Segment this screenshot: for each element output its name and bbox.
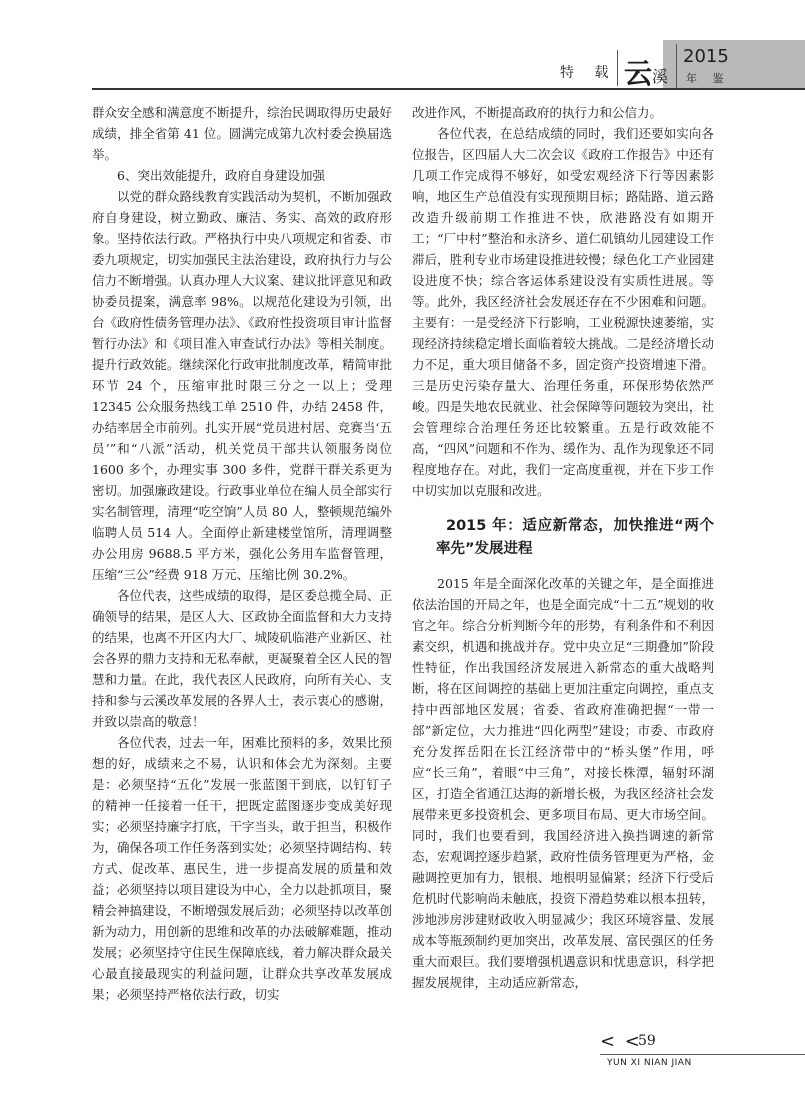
- footer-journal-name: YUN XI NIAN JIAN: [607, 1058, 692, 1068]
- paragraph: 各位代表，过去一年，困难比预料的多，效果比预想的好，成绩来之不易，认识和体会尤为深刻。主要是：必须坚持“五化”发展一张蓝图干到底，以钉钉子的精神一任接着一任干，把既定蓝图逐步变成美好现实；必须坚持廉字打底，干字当头，敢于担当，积极作为，确保各项工作任务落到实处；必须坚持调结构、转方式、促改革、惠民生，进一步提高发展的质量和效益；必须坚持以项目建设为中心，全力以赴抓项目，聚精会神搞建设，不断增强发展后劲；必须坚持以改革创新为动力，用创新的思维和改革的办法破解难题，推动发展；必须坚持守住民生保障底线，着力解决群众最关心最直接最现实的利益问题，让群众共享改革发展成果；必须坚持严格依法行政，切实: [92, 735, 393, 1002]
- header-divider-2: [676, 44, 677, 88]
- footer-arrows: < <: [600, 1031, 642, 1052]
- footer-rule: [600, 1054, 805, 1055]
- header-logo-main: 云: [624, 57, 653, 90]
- header-logo-sub: 溪: [652, 67, 669, 86]
- header-year-sub: 年 鉴: [686, 72, 730, 85]
- page-number: 59: [638, 1033, 656, 1049]
- paragraph: 群众安全感和满意度不断提升，综治民调取得历史最好成绩，排全省第 41 位。圆满完成第九次村委会换届选举。: [92, 105, 393, 162]
- subsection-heading: 6、突出效能提升，政府自身建设加强: [117, 168, 325, 183]
- paragraph: 各位代表，在总结成绩的同时，我们还要如实向各位报告，区四届人大二次会议《政府工作报告》中还有几项工作完成得不够好，如受宏观经济下行等因素影响，地区生产总值没有实现预期目标；路陆路、道云路改造升级前期工作推进不快，欣港路没有如期开工；“厂中村”整治和永济乡、道仁矶镇幼儿园建设工作滞后，胜利专业市场建设推进较慢；绿色化工产业园建设进度不快；综合客运体系建设没有实质性进展。等等。此外，我区经济社会发展还存在不少困难和问题。主要有：一是受经济下行影响，工业税源快速萎缩，实现经济持续稳定增长面临着较大挑战。二是经济增长动力不足，重大项目储备不多，固定资产投资增速下滑。三是历史污染存量大、治理任务重，环保形势依然严峻。四是失地农民就业、社会保障等问题较为突出，社会管理综合治理任务还比较繁重。五是行政效能不高，“四风”问题和不作为、缓作为、乱作为现象还不同程度地存在。对此，我们一定高度重视，并在下步工作中切实加以克服和改进。: [412, 126, 714, 498]
- header-section-label: 特 载: [560, 65, 617, 81]
- header-divider: [617, 50, 618, 86]
- page-header: [0, 0, 805, 98]
- section-title: 2015 年：适应新常态，加快推进“两个率先”发展进程: [436, 518, 714, 557]
- paragraph: 各位代表，这些成绩的取得，是区委总揽全局、正确领导的结果，是区人大、区政协全面监督和大力支持的结果，也离不开区内大厂、城陵矶临港产业新区、社会各界的鼎力支持和无私奉献，更凝聚着全区人民的智慧和力量。在此，我代表区人民政府，向所有关心、支持和参与云溪改革发展的各界人士，表示衷心的感谢，并致以崇高的敬意！: [92, 588, 393, 729]
- right-column: [412, 102, 714, 993]
- header-year: 2015: [683, 46, 729, 67]
- footer-band: [633, 1030, 805, 1052]
- paragraph: 改进作风，不断提高政府的执行力和公信力。: [412, 105, 663, 120]
- header-rule: [92, 88, 805, 90]
- left-column: [92, 102, 392, 1005]
- paragraph: 以党的群众路线教育实践活动为契机，不断加强政府自身建设，树立勤政、廉洁、务实、高效的政府形象。坚持依法行政。严格执行中央八项规定和省委、市委九项规定，切实加强民主法治建设，政府执行力与公信力不断增强。认真办理人大议案、建议批评意见和政协委员提案，满意率 98%。以规范化建设为引领，出台《政府性债务管理办法》、《政府性投资项目审计监督暂行办法》和《项目准入审查试行办法》等相关制度。提升行政效能。继续深化行政审批制度改革，精简审批环节 24 个，压缩审批时限三分之一以上；受理 12345 公众服务热线工单 2510 件，办结 2458 件，办结率居全市前列。扎实开展“党员进村居、竞赛当‘五员’”和“八派”活动，机关党员干部共认领服务岗位 1600 多个，办理实事 300 多件，党群干群关系更为密切。加强廉政建设。行政事业单位在编人员全部实行实名制管理，清理“吃空饷”人员 80 人，整顿规范编外临聘人员 514 人。全面停止新建楼堂馆所，清理调整办公用房 9688.5 平方米，强化公务用车监督管理，压缩“三公”经费 918 万元、压缩比例 30.2%。: [92, 189, 393, 582]
- paragraph: 2015 年是全面深化改革的关键之年，是全面推进依法治国的开局之年，也是全面完成“十二五”规划的收官之年。综合分析判断今年的形势，有利条件和不利因素交织，机遇和挑战并存。党中央立足“三期叠加”阶段性特征，作出我国经济发展进入新常态的重大战略判断，将在区间调控的基础上更加注重定向调控，重点支持中西部地区发展；省委、省政府准确把握“一带一部”新定位，大力推进“四化两型”建设；市委、市政府充分发挥岳阳在长江经济带中的“桥头堡”作用，呼应“长三角”，着眼“中三角”，对接长株潭，辐射环湖区，打造全省通江达海的新增长极，为我区经济社会发展带来更多投资机会、更多项目布局、更大市场空间。同时，我们也要看到，我国经济进入换挡调速的新常态，宏观调控逐步趋紧，政府性债务管理更为严格，金融调控更加有力，银根、地根明显偏紧；经济下行受后危机时代影响尚未触底，投资下滑趋势难以根本扭转，涉地涉房涉建财政收入明显减少；我区环境容量、发展成本等瓶颈制约更加突出，改革发展、富民强区的任务重大而艰巨。我们要增强机遇意识和忧患意识，科学把握发展规律，主动适应新常态，: [412, 576, 714, 990]
